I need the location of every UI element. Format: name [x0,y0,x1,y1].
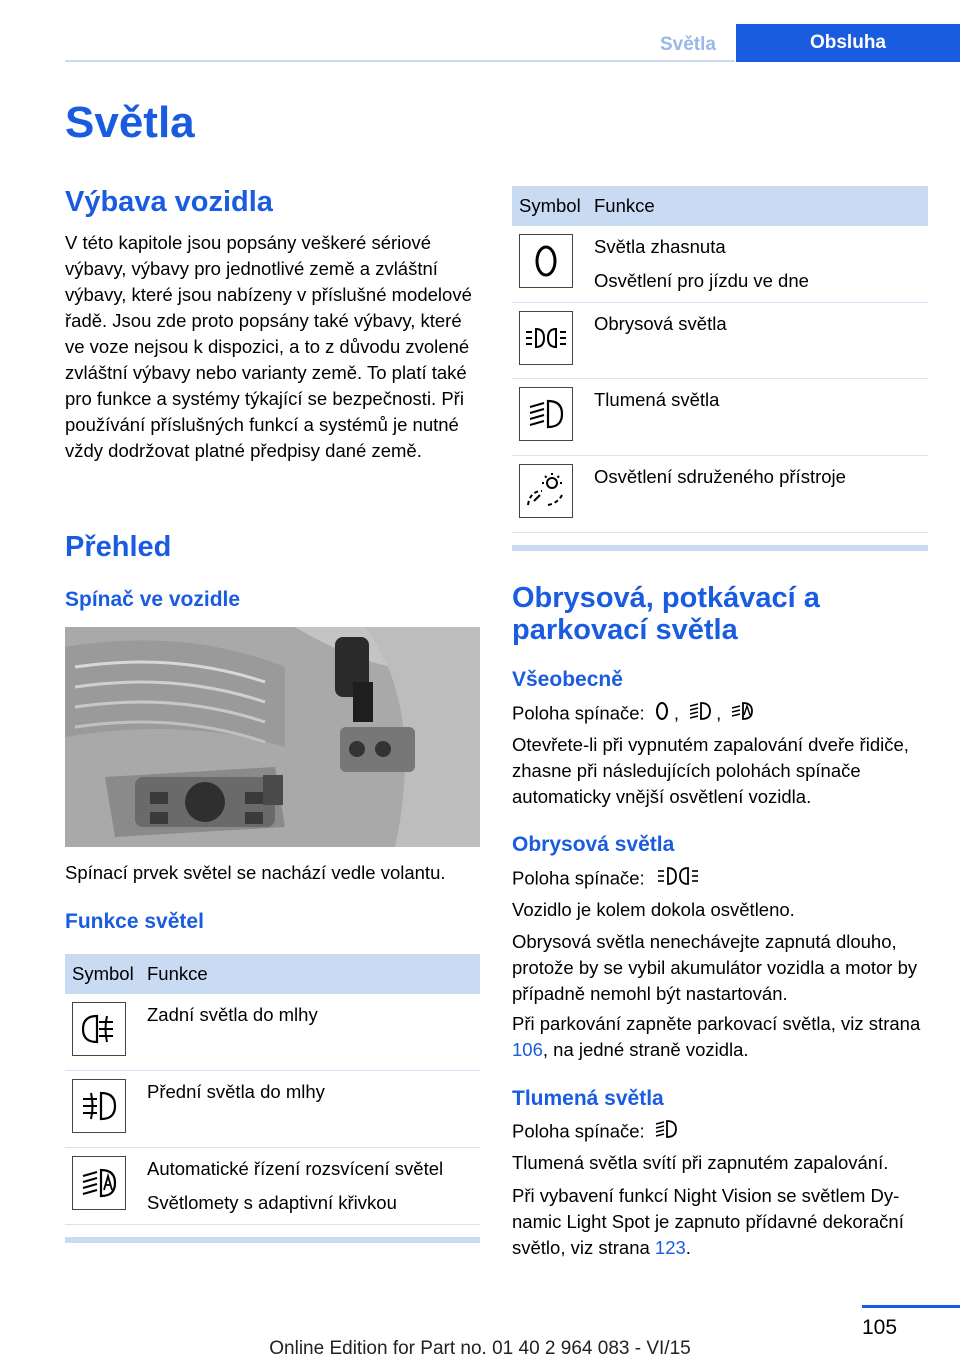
row-function-text: Světlomety s adaptivní křivkou [147,1192,397,1213]
overview-heading: Přehled [65,531,172,563]
general-text: Otevřete-li při vypnutém zapalování dveře řidiče, zhasne při následujících polohách spínače automaticky vnější osvětlení vozidla. [512,734,909,807]
functions-heading-text: Funkce světel [65,910,204,933]
general-heading: Všeobecně [512,668,623,691]
light-switch-photo [65,627,480,847]
parking-text-1: Vozidlo je kolem dokola osvětleno. [512,899,795,920]
position-label: Poloha spínače: [512,702,645,724]
automatic-headlight-icon [730,700,756,729]
header-rule [65,60,735,62]
table-row [512,379,928,456]
low-beam-icon [519,387,573,441]
table-row [65,1148,480,1225]
position-label: Poloha spínače: [512,867,645,889]
table-header [65,954,480,994]
table-row [512,456,928,533]
functions-table-right [512,186,928,551]
parking-position [512,865,932,894]
parking-text-3-a: Při parkování zapněte parkovací světla, viz strana [512,1013,921,1034]
photo-caption: Spínací prvek světel se nachází vedle volantu. [65,862,446,883]
switch-heading: Spínač ve vozidle [65,588,241,611]
low-beam-text-2 [512,1183,932,1261]
parking-text-3-b: , na jedné straně vozidla. [542,1039,749,1060]
footer-edition: Online Edition for Part no. 01 40 2 964 083 - VI/15 [269,1338,691,1359]
parking-light-icon [654,865,702,894]
parking-text-2: Obrysová světla nenechávejte zapnutá dlouho, protože by se vybil akumulátor vozidla a motor by případně nemohl být nastartován. [512,931,918,1004]
row-function-text: Světla zhasnuta [594,236,726,257]
low-beam-text-2-b: . [685,1237,691,1258]
position-label: Poloha spínače: [512,1120,645,1142]
instrument-lighting-icon [519,464,573,518]
table-row [512,303,928,379]
page-106-link[interactable]: 106 [512,1039,543,1060]
table-header [512,186,928,226]
table-row [65,994,480,1071]
table-row [65,1071,480,1148]
low-beam-text-1: Tlumená světla svítí při zapnutém zapalování. [512,1152,889,1173]
low-beam-heading: Tlumená světla [512,1087,664,1110]
table-end-rule [512,545,928,551]
functions-heading [65,910,204,934]
table-row [512,226,928,303]
parking-light-icon [519,311,573,365]
header-section-tab[interactable]: Světla [660,34,716,55]
col-symbol-header: Symbol [72,963,134,984]
header-chapter-tab[interactable]: Obsluha [736,24,960,62]
front-fog-light-icon [72,1079,126,1133]
low-beam-icon [688,700,712,729]
automatic-headlight-icon [72,1156,126,1210]
rear-fog-light-icon [72,1002,126,1056]
col-function-header: Funkce [147,963,208,984]
row-function-text: Zadní světla do mlhy [147,1004,318,1025]
footer-rule [862,1305,960,1308]
functions-table-left [65,954,480,1243]
zero-position-icon [519,234,573,288]
parking-lights-heading: Obrysová, potkávací a parkovací světla [512,582,820,646]
row-function-text: Automatické řízení rozsvícení světel [147,1158,444,1179]
row-function-text: Tlumená světla [594,389,720,410]
equipment-heading: Výbava vozidla [65,186,273,218]
row-function-text: Přední světla do mlhy [147,1081,325,1102]
general-position: Poloha spínače: , , [512,700,932,729]
low-beam-text-2-a: Při vybavení funkcí Night Vision se světlem Dynamic Light Spot je zapnuto přídavné dekorační světlo, viz strana [512,1185,904,1258]
col-symbol-header: Symbol [519,195,581,216]
row-function-text: Osvětlení pro jízdu ve dne [594,270,809,291]
zero-position-icon [654,700,670,729]
row-function-text: Osvětlení sdruženého přístroje [594,466,846,487]
equipment-text: V této kapitole jsou popsány veškeré sériové výbavy, výbavy pro jednotlivé země a zvláštní výbavy, které jsou nabízeny v příslušné modelové řadě. Jsou zde proto popsány také výbavy, které ve voze nejsou k dispozici, a to z důvodu zvolené zvláštní výbavy nebo varianty země. To platí také pro funkce a systémy týkající se bezpečnosti. Při používání příslušných funkcí a systémů je nutné vždy dodržovat platné předpisy dané země. [65,232,472,461]
table-end-rule [65,1237,480,1243]
row-function-text: Obrysová světla [594,313,727,334]
page-123-link[interactable]: 123 [654,1237,686,1258]
page-number: 105 [862,1316,898,1339]
low-beam-icon [654,1118,678,1147]
low-beam-position [512,1118,932,1147]
col-function-header: Funkce [594,195,655,216]
parking-heading: Obrysová světla [512,833,675,856]
parking-text-3 [512,1011,932,1063]
page-title: Světla [65,98,195,147]
